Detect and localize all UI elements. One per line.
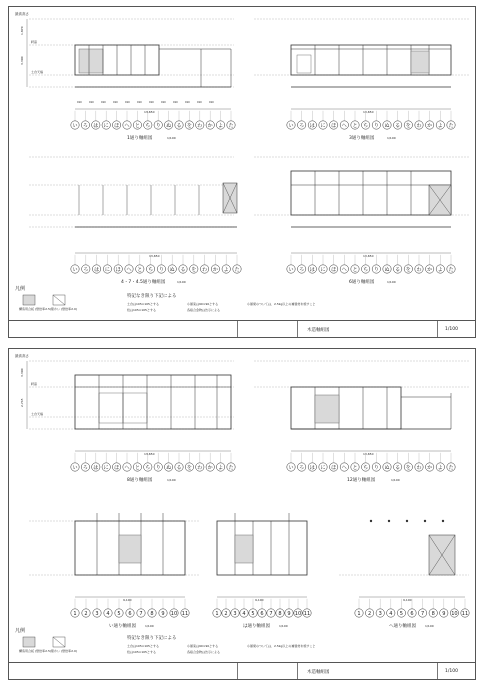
total-dim-3: 13,650 — [363, 110, 374, 114]
label-max-height-2: 最高高さ — [15, 354, 29, 358]
caption-scale-i: 1/100 — [425, 624, 434, 628]
grid-axis-label: は — [93, 122, 99, 129]
svg-text:910: 910 — [209, 101, 214, 104]
grid-axis-label: ろ — [83, 266, 89, 273]
caption-i-dori: い通り軸組図 — [109, 624, 136, 629]
grid-axis-row-h — [213, 599, 311, 617]
grid-axis-label: 11 — [303, 610, 311, 617]
grid-axis-label: よ — [437, 266, 443, 273]
grid-axis-label: り — [155, 122, 161, 129]
total-dim-4: 13,650 — [149, 254, 160, 258]
note-2: 柱は105×105とする — [127, 308, 156, 312]
grid-axis-label: か — [212, 266, 218, 273]
caption-scale-f: 1/100 — [391, 478, 400, 482]
grid-axis-label: 8 — [150, 610, 154, 617]
framing-drawings-1 — [9, 7, 475, 322]
total-dim-8: 13,650 — [144, 452, 155, 456]
notes-2 — [127, 634, 315, 654]
caption-ha-dori: は通り軸組図 — [243, 624, 270, 629]
grid-axis-label: い — [72, 464, 78, 471]
title-block-1 — [9, 320, 475, 337]
grid-axis-label: を — [191, 266, 197, 273]
caption-1-dori: 1通り軸組図 — [127, 136, 153, 141]
caption-6-dori: 6通り軸組図 — [349, 280, 375, 285]
label-eave-2: 軒高 — [31, 382, 38, 386]
notes — [127, 292, 315, 312]
total-dim-12: 13,650 — [363, 452, 374, 456]
dim-h3-s2: 2,745 — [20, 398, 24, 407]
grid-axis-label: ほ — [114, 464, 120, 471]
grid-axis-label: ぬ — [384, 122, 390, 129]
grid-axis-label: 2 — [367, 610, 372, 617]
svg-text:910: 910 — [113, 101, 118, 104]
grid-axis-label: を — [405, 464, 411, 471]
sheet-title-1: 木造軸組図 — [307, 328, 330, 333]
grid-axis-label: と — [352, 266, 358, 273]
grid-axis-label: ろ — [82, 464, 88, 471]
grid-axis-label: わ — [416, 266, 422, 273]
note-4: 各接合金物は告示による — [187, 308, 221, 312]
legend-note-plywood: 構造用合板 (壁倍率2.5) — [19, 307, 52, 311]
grid-axis-label: へ — [341, 266, 347, 273]
grid-axis-label: 8 — [278, 610, 282, 617]
grid-axis-label: に — [320, 122, 326, 129]
grid-axis-label: ろ — [299, 122, 305, 129]
grid-axis-label: た — [448, 266, 454, 273]
grid-axis-label: 1 — [357, 610, 361, 617]
panel-i-dori — [29, 513, 199, 629]
grid-axis-label: た — [448, 122, 454, 129]
grid-axis-label: 3 — [233, 610, 237, 617]
grid-axis-label: へ — [124, 122, 130, 129]
grid-axis-label: に — [103, 464, 109, 471]
grid-axis-label: は — [309, 464, 315, 471]
grid-axis-label: り — [373, 464, 379, 471]
grid-axis-label: に — [104, 266, 110, 273]
grid-axis-label: ほ — [114, 122, 120, 129]
svg-text:910: 910 — [161, 101, 166, 104]
grid-axis-row-g — [71, 599, 189, 617]
legend-title: 凡例 — [15, 286, 26, 292]
grid-axis-label: よ — [218, 122, 224, 129]
grid-axis-label: ぬ — [384, 464, 390, 471]
grid-axis-label: 1 — [73, 610, 77, 617]
caption-he-dori: へ通り軸組図 — [389, 624, 416, 629]
grid-axis-label: は — [309, 266, 315, 273]
grid-axis-label: 10 — [294, 610, 302, 617]
grid-axis-label: と — [137, 266, 143, 273]
grid-axis-label: る — [180, 266, 186, 273]
grid-axis-label: わ — [416, 464, 422, 471]
svg-text:910: 910 — [137, 101, 142, 104]
note-3: 小屋束は90×90とする — [187, 302, 219, 306]
grid-axis-label: 9 — [161, 610, 165, 617]
caption-12-dori: 12通り軸組図 — [347, 478, 376, 483]
grid-axis-label: は — [94, 266, 100, 273]
grid-axis-label: へ — [126, 266, 132, 273]
grid-axis-row-i — [355, 599, 469, 617]
grid-axis-label: い — [72, 266, 78, 273]
note-2-3: 小屋束は90×90とする — [187, 644, 219, 648]
grid-axis-label: る — [176, 464, 182, 471]
caption-scale-d: 1/100 — [387, 280, 396, 284]
grid-axis-label: 10 — [451, 610, 458, 617]
grid-axis-label: る — [176, 122, 182, 129]
grid-axis-label: と — [352, 122, 358, 129]
grid-axis-label: 8 — [431, 610, 435, 617]
dim-h2-s2: 3,390 — [20, 368, 24, 377]
grid-axis-label: に — [320, 266, 326, 273]
caption-4-7-dori: 4・7・4.5通り軸組図 — [121, 280, 166, 285]
title-block-2 — [9, 662, 475, 679]
grid-axis-label: り — [373, 122, 379, 129]
grid-axis-label: た — [234, 266, 240, 273]
legend — [15, 285, 77, 311]
grid-axis-label: は — [93, 464, 99, 471]
notes-title: 特記なき限り下記による — [127, 294, 177, 299]
grid-axis-label: よ — [218, 464, 224, 471]
grid-axis-label: 10 — [170, 610, 178, 617]
grid-axis-label: よ — [223, 266, 229, 273]
grid-axis-label: ち — [148, 266, 154, 273]
grid-axis-label: へ — [124, 464, 130, 471]
svg-text:910: 910 — [197, 101, 202, 104]
grid-axis-label: ぬ — [166, 464, 172, 471]
grid-axis-label: ち — [145, 464, 151, 471]
grid-axis-label: ぬ — [384, 266, 390, 273]
grid-axis-label: ろ — [82, 122, 88, 129]
svg-text:910: 910 — [101, 101, 106, 104]
panel-he-dori — [339, 520, 469, 629]
panel-4-7-dori — [29, 157, 241, 285]
grid-axis-label: ほ — [331, 122, 337, 129]
grid-axis-label: わ — [197, 464, 203, 471]
grid-axis-label: を — [405, 122, 411, 129]
grid-axis-label: 4 — [389, 610, 393, 617]
grid-axis-label: 6 — [128, 610, 132, 617]
caption-scale-c: 1/100 — [177, 280, 186, 284]
svg-text:910: 910 — [125, 101, 130, 104]
grid-axis-label: る — [395, 266, 401, 273]
grid-axis-label: よ — [437, 464, 443, 471]
label-sill: 土台天端 — [31, 70, 44, 74]
grid-axis-label: と — [134, 464, 140, 471]
sheet-title-2: 木造軸組図 — [307, 670, 330, 675]
total-dim-6: 13,650 — [363, 254, 374, 258]
svg-text:910: 910 — [149, 101, 154, 104]
grid-axis-label: 5 — [251, 610, 255, 617]
note-2-1: 土台は105×105とする — [127, 644, 159, 648]
svg-text:910: 910 — [173, 101, 178, 104]
grid-axis-label: た — [228, 464, 234, 471]
grid-axis-label: 7 — [269, 610, 273, 617]
grid-axis-label: か — [427, 122, 433, 129]
grid-axis-label: た — [228, 122, 234, 129]
panel-ha-dori — [213, 513, 311, 629]
panel-6-dori — [254, 157, 469, 285]
grid-axis-label: 11 — [181, 610, 189, 617]
drawing-sheet-2 — [8, 348, 476, 680]
framing-drawings-2 — [9, 349, 475, 664]
grid-axis-label: 7 — [420, 610, 425, 617]
grid-axis-label: 3 — [95, 610, 99, 617]
svg-text:910: 910 — [89, 101, 94, 104]
notes-title-2: 特記なき限り下記による — [127, 636, 177, 641]
grid-axis-label: よ — [437, 122, 443, 129]
grid-axis-label: 2 — [224, 610, 228, 617]
caption-scale-h: 1/100 — [279, 624, 288, 628]
legend-2 — [15, 627, 77, 653]
caption-3-dori: 3通り軸組図 — [349, 136, 375, 141]
grid-axis-label: ち — [363, 122, 369, 129]
grid-axis-label: わ — [202, 266, 208, 273]
total-dim-i: 9,100 — [123, 598, 132, 602]
grid-axis-label: い — [288, 266, 294, 273]
grid-axis-label: 1 — [215, 610, 219, 617]
grid-axis-label: い — [72, 122, 78, 129]
grid-axis-label: か — [207, 464, 213, 471]
legend-title-2: 凡例 — [15, 628, 26, 634]
note-5: 小屋梁のついては、2.5kg以上の補強材を施すこと — [247, 302, 316, 306]
grid-axis-label: か — [207, 122, 213, 129]
grid-axis-label: る — [395, 122, 401, 129]
total-dim-1: 13,650 — [144, 110, 155, 114]
grid-axis-label: に — [103, 122, 109, 129]
grid-axis-label: か — [427, 464, 433, 471]
caption-scale-e: 1/100 — [167, 478, 176, 482]
label-eave: 軒高 — [31, 40, 38, 44]
panel-12-dori — [254, 361, 469, 483]
grid-axis-label: へ — [341, 122, 347, 129]
sheet-scale-2: 1/100 — [445, 669, 458, 674]
svg-text:910: 910 — [77, 101, 82, 104]
svg-text:910: 910 — [185, 101, 190, 104]
grid-axis-label: ほ — [115, 266, 121, 273]
drawing-sheet-1 — [8, 6, 476, 338]
grid-axis-label: ほ — [331, 266, 337, 273]
grid-axis-label: り — [373, 266, 379, 273]
grid-axis-label: ぬ — [166, 122, 172, 129]
grid-axis-label: を — [186, 464, 192, 471]
grid-axis-label: い — [288, 122, 294, 129]
panel-8-dori — [15, 353, 235, 483]
caption-8-dori: 8通り軸組図 — [127, 478, 153, 483]
grid-axis-label: 9 — [287, 610, 291, 617]
grid-axis-label: ろ — [299, 464, 305, 471]
grid-axis-label: 5 — [117, 610, 121, 617]
grid-axis-label: 3 — [378, 610, 382, 617]
grid-axis-label: に — [320, 464, 326, 471]
grid-axis-label: 4 — [242, 610, 246, 617]
grid-axis-label: 4 — [106, 610, 110, 617]
grid-axis-label: い — [288, 464, 294, 471]
caption-scale-g: 1/100 — [145, 624, 154, 628]
grid-axis-label: を — [186, 122, 192, 129]
label-max-height: 最高高さ — [15, 12, 29, 16]
grid-axis-label: 11 — [461, 610, 469, 617]
note-1: 土台は105×105とする — [127, 302, 159, 306]
grid-axis-label: り — [158, 266, 164, 273]
grid-axis-label: ち — [145, 122, 151, 129]
grid-axis-label: ぬ — [169, 266, 175, 273]
grid-axis-label: ち — [363, 266, 369, 273]
note-2-5: 小屋梁のついては、2.5kg以上の補強材を施すこと — [247, 644, 316, 648]
grid-axis-label: ろ — [299, 266, 305, 273]
grid-axis-label: は — [309, 122, 315, 129]
grid-axis-label: 2 — [84, 610, 88, 617]
grid-axis-label: を — [405, 266, 411, 273]
grid-axis-label: 6 — [260, 610, 264, 617]
panel-3-dori — [254, 19, 469, 141]
total-dim-ha: 9,100 — [255, 598, 264, 602]
grid-axis-label: へ — [341, 464, 347, 471]
legend-note-brace: 筋かい (壁倍率2.0) — [51, 307, 78, 311]
sheet-scale-1: 1/100 — [445, 327, 458, 332]
dim-h1: 1,870 — [20, 26, 24, 35]
dim-h2: 3,390 — [20, 56, 24, 65]
panel-1-dori — [15, 11, 235, 141]
grid-axis-label: わ — [416, 122, 422, 129]
grid-axis-label: 5 — [399, 610, 404, 617]
label-sill-2: 土台天端 — [31, 412, 44, 416]
grid-axis-label: 9 — [442, 610, 446, 617]
grid-axis-label: と — [352, 464, 358, 471]
legend-note-plywood-2: 構造用合板 (壁倍率2.5) — [19, 649, 52, 653]
grid-axis-label: ち — [363, 464, 369, 471]
grid-axis-label: か — [427, 266, 433, 273]
grid-axis-label: る — [395, 464, 401, 471]
grid-axis-label: わ — [197, 122, 203, 129]
caption-scale-a: 1/100 — [167, 136, 176, 140]
grid-axis-label: ほ — [331, 464, 337, 471]
legend-note-brace-2: 筋かい (壁倍率2.0) — [51, 649, 78, 653]
total-dim-he: 9,100 — [403, 598, 412, 602]
grid-axis-label: た — [448, 464, 454, 471]
caption-scale-b: 1/100 — [387, 136, 396, 140]
note-2-2: 柱は105×105とする — [127, 650, 156, 654]
note-2-4: 各接合金物は告示による — [187, 650, 221, 654]
grid-axis-label: 7 — [139, 610, 143, 617]
grid-axis-label: り — [155, 464, 161, 471]
grid-axis-label: 6 — [410, 610, 414, 617]
grid-axis-label: と — [134, 122, 140, 129]
